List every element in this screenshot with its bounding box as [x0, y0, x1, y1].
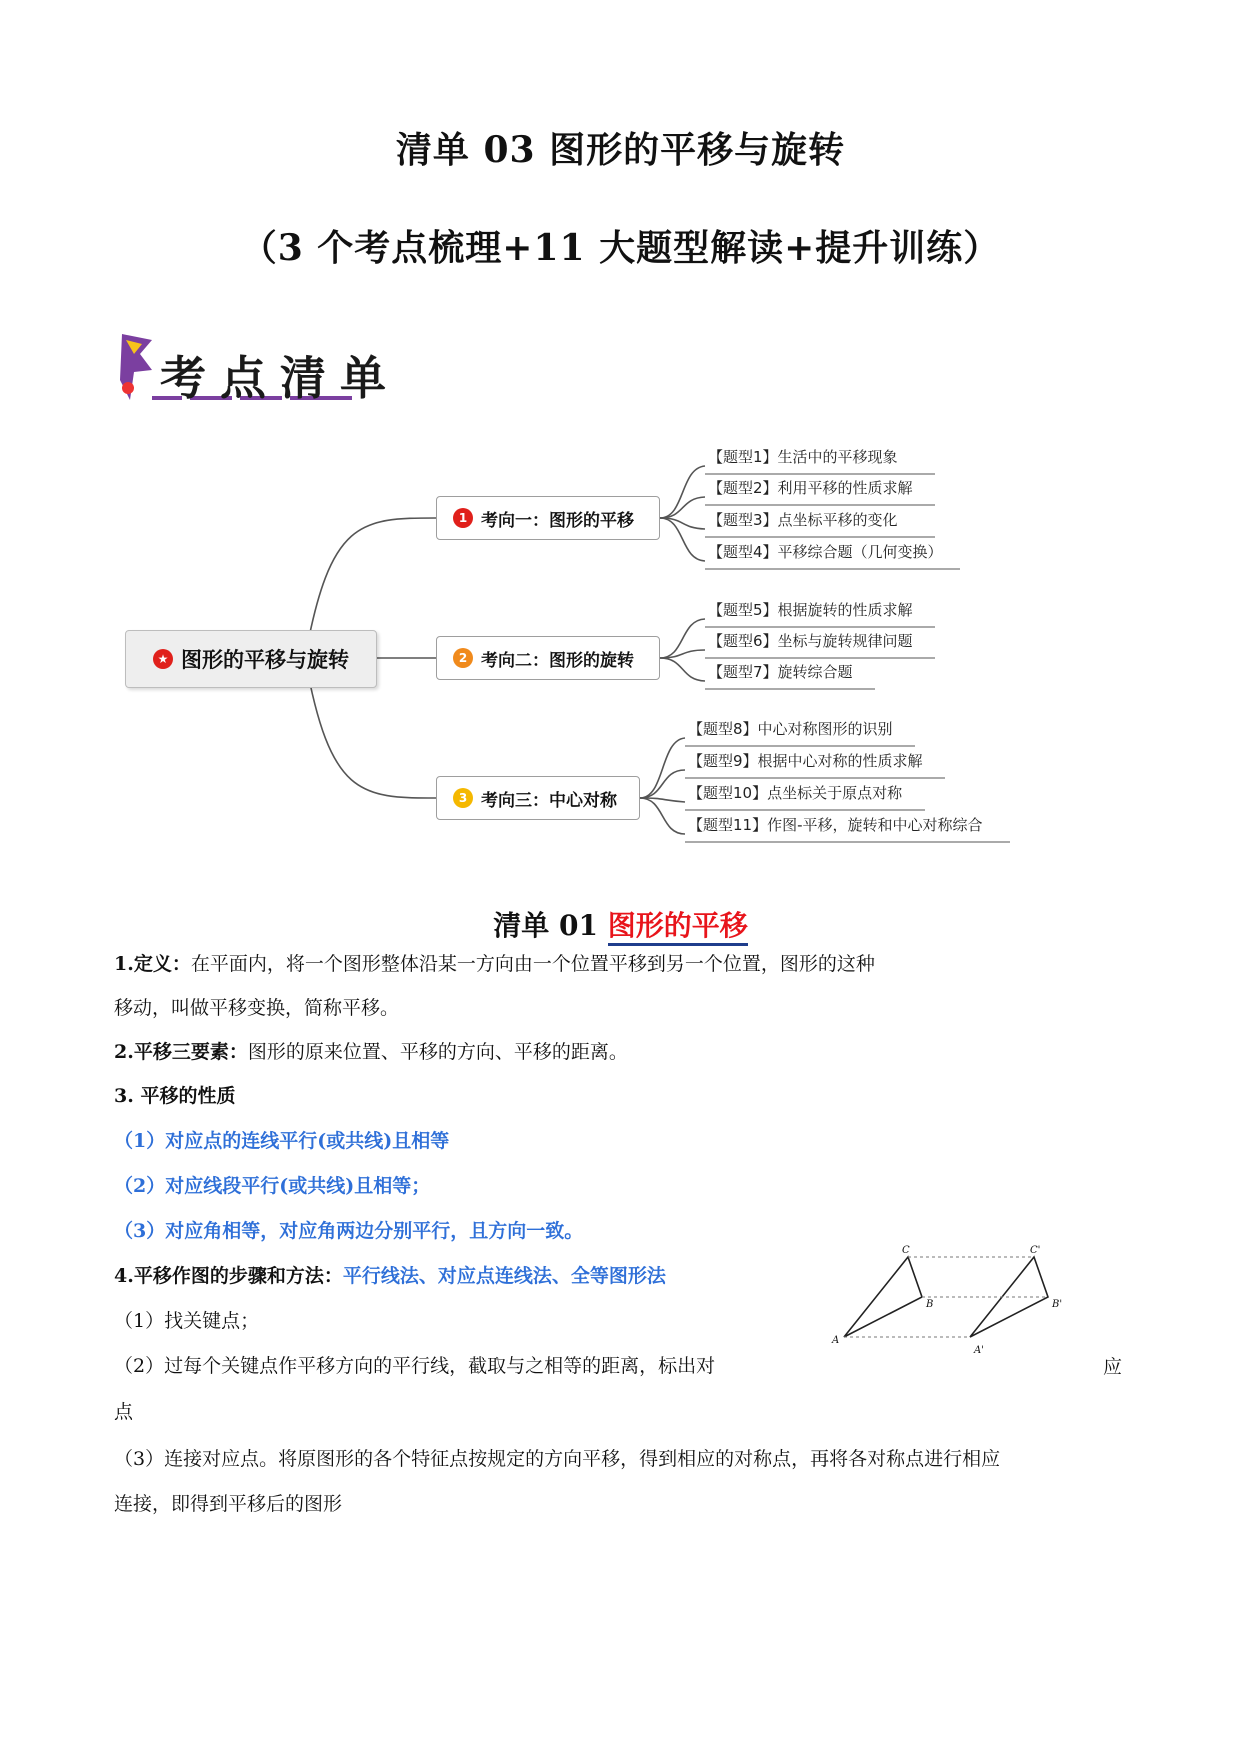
mindmap-leaf: 【题型5】根据旋转的性质求解 — [708, 601, 913, 619]
number-badge-icon: 3 — [453, 788, 473, 808]
document-subtitle: （3 个考点梳理+11 大题型解读+提升训练） — [240, 227, 1001, 269]
steps-line — [114, 1262, 666, 1290]
label-c-prime: C' — [1030, 1245, 1041, 1256]
definition-line-1 — [114, 950, 875, 978]
direction-node-2 — [436, 636, 660, 680]
mindmap-leaf: 【题型2】利用平移的性质求解 — [708, 479, 913, 497]
definition-text: 在平面内，将一个图形整体沿某一方向由一个位置平移到另一个位置，图形的这种 — [190, 953, 875, 975]
mindmap-leaf: 【题型4】平移综合题（几何变换） — [708, 543, 943, 561]
label-a-prime: A' — [974, 1345, 984, 1356]
direction-node-3 — [436, 776, 640, 820]
properties-heading: 3. 平移的性质 — [114, 1085, 236, 1107]
direction-label: 考向三：中心对称 — [481, 790, 617, 811]
mindmap-leaf: 【题型11】作图-平移，旋转和中心对称综合 — [688, 816, 983, 834]
label-b-prime: B' — [1052, 1299, 1063, 1310]
star-icon: ★ — [153, 649, 173, 669]
section-prefix: 清单 — [493, 909, 550, 942]
direction-label: 考向一：图形的平移 — [481, 510, 634, 531]
definition-line-2: 移动，叫做平移变换，简称平移。 — [114, 997, 400, 1019]
section-number: 01 — [559, 909, 598, 942]
mindmap-leaf: 【题型3】点坐标平移的变化 — [708, 511, 898, 529]
mindmap-leaf: 【题型7】旋转综合题 — [708, 663, 853, 681]
logo-text: 考点清单 — [160, 351, 400, 405]
mindmap-leaf: 【题型8】中心对称图形的识别 — [688, 720, 893, 738]
number-badge-icon: 2 — [453, 648, 473, 668]
mindmap-leaf: 【题型1】生活中的平移现象 — [708, 448, 898, 466]
step-3-line-1: （3）连接对应点。将原图形的各个特征点按规定的方向平移，得到相应的对称点，再将各对称点进行相应 — [114, 1448, 1001, 1470]
step-1: （1）找关键点； — [114, 1310, 260, 1332]
steps-label: 4.平移作图的步骤和方法： — [114, 1265, 343, 1287]
mindmap-leaf: 【题型9】根据中心对称的性质求解 — [688, 752, 923, 770]
steps-methods: 平行线法、对应点连线法、全等图形法 — [342, 1265, 666, 1287]
step-3-line-2: 连接，即得到平移后的图形 — [114, 1493, 343, 1515]
elements-label: 2.平移三要素： — [114, 1041, 248, 1063]
elements-text: 图形的原来位置、平移的方向、平移的距离。 — [247, 1041, 628, 1063]
mindmap-root-label: 图形的平移与旋转 — [181, 648, 349, 672]
property-1: （1）对应点的连线平行(或共线)且相等 — [114, 1130, 450, 1152]
property-2: （2）对应线段平行(或共线)且相等； — [114, 1175, 431, 1197]
mindmap-root — [125, 630, 377, 688]
definition-label: 1.定义： — [114, 953, 191, 975]
mindmap-leaf: 【题型6】坐标与旋转规律问题 — [708, 632, 913, 650]
document-title: 清单 03 图形的平移与旋转 — [395, 129, 846, 171]
translation-figure — [830, 1245, 1070, 1365]
direction-label: 考向二：图形的旋转 — [481, 650, 634, 671]
elements-line — [114, 1038, 628, 1066]
property-3: （3）对应角相等，对应角两边分别平行，且方向一致。 — [114, 1220, 584, 1242]
label-c: C — [902, 1245, 910, 1256]
section-name: 图形的平移 — [608, 909, 748, 946]
step-2-tail: 应 — [1103, 1356, 1123, 1378]
label-a: A — [832, 1335, 840, 1346]
step-2: （2）过每个关键点作平移方向的平行线，截取与之相等的距离，标出对 — [114, 1355, 716, 1377]
number-badge-icon: 1 — [453, 508, 473, 528]
mindmap-leaf: 【题型10】点坐标关于原点对称 — [688, 784, 903, 802]
section-heading — [0, 904, 1241, 944]
label-b: B — [926, 1299, 934, 1310]
direction-node-1 — [436, 496, 660, 540]
step-2-end: 点 — [114, 1401, 134, 1423]
